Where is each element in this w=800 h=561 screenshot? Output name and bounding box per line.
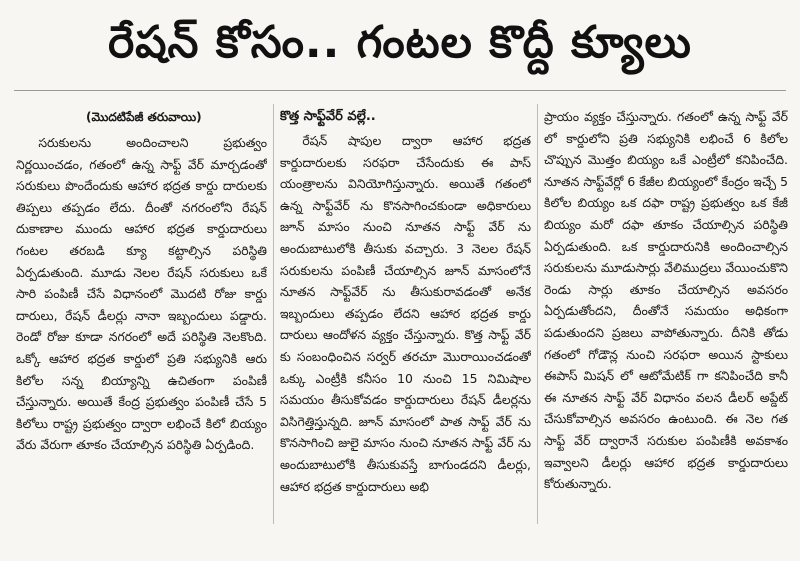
section-subheading: కొత్త సాఫ్ట్‌వేర్ వల్లే.. xyxy=(280,109,376,124)
article-column-3 xyxy=(544,106,788,556)
column-3-paragraph: ప్రాయం వ్యక్తం చేస్తున్నారు. గతంలో ఉన్న సాఫ్ట్ వేర్ లో కార్డులోని ప్రతి సభ్యునికి లభించే 6 కిలోల చొప్పున మొత్తం బియ్యం ఒకే ఎంట్రీలో కనిపించేది. నూతన సాఫ్ట్‌వేర్లో 6 కేజీల బియ్యంలో కేంద్రం ఇచ్చే 5 కిలోల బియ్యం ఒక దఫా రాష్ట్ర ప్రభుత్వం ఒక కేజీ బియ్యం మరో దఫా తూకం చేయాల్సిన పరిస్థితి ఏర్పడుతుంది. ఒక కార్డుదారునికి అందించాల్సిన సరుకులను మూడుసార్లు వేలిముద్రలు వేయించుకొని రెండు సార్లు తూకం చేయాల్సిన అవసరం ఏర్పడుతోందని, దీంతోనే సమయం అధికంగా పడుతుందని ప్రజలు వాపోతున్నారు. దీనికి తోడు గతంలో గోడౌన్ల నుంచి సరఫరా అయిన స్టాకులు ఈపాస్ మిషన్ లో ఆటోమేటిక్ గా కనిపించేది కానీ ఈ నూతన సాఫ్ట్ వేర్ విధానం వలన డీలర్ అప్డేట్ చేసుకోవాల్సిన అవసరం ఉంటుంది. ఈ నెల గత సాఫ్ట్ వేర్ ద్వారానే సరుకుల పంపిణీకి అవకాశం ఇవ్వాలని డీలర్లు ఆహార భద్రత కార్డుదారులు కోరుతున్నారు. xyxy=(544,109,788,492)
article-column-1 xyxy=(16,106,267,556)
article-column-2 xyxy=(280,106,531,556)
column-2-paragraph: రేషన్ షాపుల ద్వారా ఆహార భద్రత కార్డుదారులకు సరఫరా చేసేందుకు ఈ పాస్ యంత్రాలను వినియోగిస్తున్నారు. అయితే గతంలో ఉన్న సాఫ్ట్‌వేర్ ను కొనసాగించకుండా అధికారులు జూన్ మాసం నుంచి నూతన సాఫ్ట్ వేర్ ను అందుబాటులోకి తీసుకు వచ్చారు. 3 నెలల రేషన్ సరుకులను పంపిణీ చేయాల్సిన జూన్ మాసంలోనే నూతన సాఫ్ట్‌వేర్ ను తీసుకురావడంతో అనేక ఇబ్బందులు తప్పడం లేదని ఆహార భద్రత కార్డు దారులు ఆందోళన వ్యక్తం చేస్తున్నారు. కొత్త సాఫ్ట్ వేర్ కు సంబంధించిన సర్వర్ తరచూ మొరాయించడంతో ఒక్కు ఎంట్రీకి కనీసం 10 నుంచి 15 నిమిషాల సమయం తీసుకోవడం కార్డుదారులు రేషన్ డీలర్లను విసిగెత్తిస్తున్నది. జూన్ మాసంలో పాత సాఫ్ట్ వేర్ ను కొనసాగించి జులై మాసం నుంచి నూతన సాఫ్ట్ వేర్ ను అందుబాటులోకి తీసుకువస్తే బాగుండదని డీలర్లు, ఆహార భద్రత కార్డుదారులు అభి xyxy=(280,133,531,494)
column-divider xyxy=(273,104,274,524)
column-divider xyxy=(537,104,538,524)
continued-label: (మొదటిపేజీ తరువాయి) xyxy=(86,110,202,124)
column-1-paragraph: సరుకులను అందించాలని ప్రభుత్వం నిర్ణయించడం, గతంలో ఉన్న సాఫ్ట్ వేర్ మార్చడంతో సరుకులు పొందేందుకు ఆహార భద్రత కార్డు దారులకు తిప్పలు తప్పడం లేదు. దీంతో నగరంలోని రేషన్ దుకాణాల ముందు ఆహార భద్రత కార్డుదారులు గంటల తరబడి క్యూ కట్టాల్సిన పరిస్థితి ఏర్పడుతుంది. మూడు నెలల రేషన్ సరుకులు ఒకే సారి పంపిణీ చేసే విధానంలో మొదటి రోజు కార్డు దారులు, రేషన్ డీలర్లు నానా ఇబ్బందులు పడ్డారు. రెండో రోజు కూడా నగరంలో అదే పరిస్థితి నెలకొంది. ఒక్కో ఆహార భద్రత కార్డులో ప్రతి సభ్యునికి ఆరు కిలోల సన్న బియ్యాన్ని ఉచితంగా పంపిణీ చేస్తున్నారు. అయితే కేంద్ర ప్రభుత్వం పంపిణీ చేసే 5 కిలోలు రాష్ట్ర ప్రభుత్వం ద్వారా లభించే కిలో బియ్యం వేరు వేరుగా తూకం చేయాల్సిన పరిస్థితి ఏర్పడింది. xyxy=(16,135,267,453)
page-headline: రేషన్ కోసం.. గంటల కొద్దీ క్యూలు xyxy=(108,17,692,68)
headline-rule xyxy=(14,90,786,91)
